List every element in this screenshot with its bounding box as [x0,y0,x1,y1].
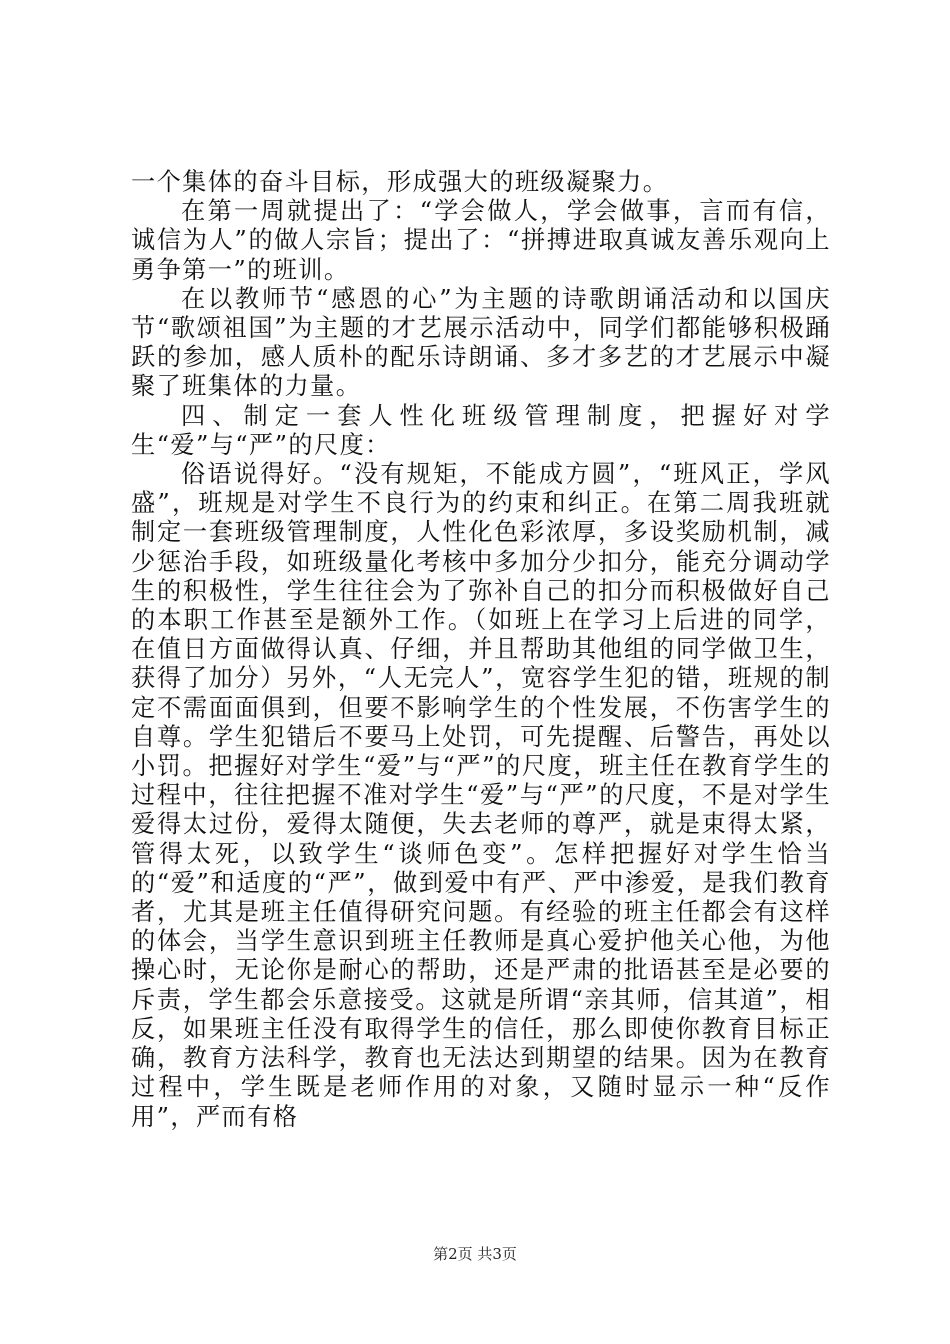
body-text [131,168,831,1132]
page-number-footer: 第2页 共3页 [433,1245,517,1263]
paragraph: 在第一周就提出了：“学会做人，学会做事，言而有信，诚信为人”的做人宗旨；提出了：“拼搏进取真诚友善乐观向上勇争第一”的班训。 [131,197,831,284]
paragraph: 一个集体的奋斗目标，形成强大的班级凝聚力。 [131,168,669,196]
section-heading-paragraph: 四、制定一套人性化班级管理制度，把握好对学生“爱”与“严”的尺度： [131,401,831,459]
paragraph: 俗语说得好。“没有规矩，不能成方圆”，“班风正，学风盛”，班规是对学生不良行为的约束和纠正。在第二周我班就制定一套班级管理制度，人性化色彩浓厚，多设奖励机制，减少惩治手段，如班级量化考核中多加分少扣分，能充分调动学生的积极性，学生往往会为了弥补自己的扣分而积极做好自己的本职工作甚至是额外工作。（如班上在学习上后进的同学，在值日方面做得认真、仔细，并且帮助其他组的同学做卫生，获得了加分）另外，“人无完人”，宽容学生犯的错，班规的制定不需面面俱到，但要不影响学生的个性发展，不伤害学生的自尊。学生犯错后不要马上处罚，可先提醒、后警告，再处以小罚。把握好对学生“爱”与“严”的尺度，班主任在教育学生的过程中，往往把握不准对学生“爱”与“严”的尺度，不是对学生爱得太过份，爱得太随便，失去老师的尊严，就是束得太紧，管得太死，以致学生“谈师色变”。怎样把握好对学生恰当的“爱”和适度的“严”，做到爱中有严、严中渗爱，是我们教育者，尤其是班主任值得研究问题。有经验的班主任都会有这样的体会，当学生意识到班主任教师是真心爱护他关心他，为他操心时，无论你是耐心的帮助，还是严肃的批语甚至是必要的斥责，学生都会乐意接受。这就是所谓“亲其师，信其道”，相反，如果班主任没有取得学生的信任，那么即使你教育目标正确，教育方法科学，教育也无法达到期望的结果。因为在教育过程中，学生既是老师作用的对象，又随时显示一种“反作用”，严而有格 [131,460,831,1131]
paragraph: 在以教师节“感恩的心”为主题的诗歌朗诵活动和以国庆节“歌颂祖国”为主题的才艺展示活动中，同学们都能够积极踊跃的参加，感人质朴的配乐诗朗诵、多才多艺的才艺展示中凝聚了班集体的力量。 [131,284,831,401]
